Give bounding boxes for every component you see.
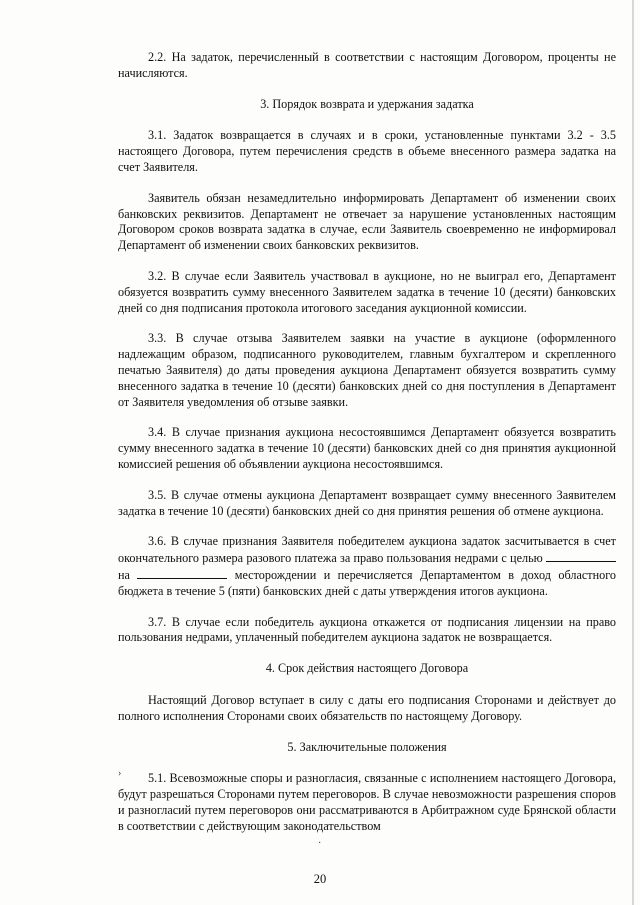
clause-notify-bank-details: Заявитель обязан незамедлительно информировать Департамент об изменении своих банковских реквизитов. Департамент не отвечает за нарушение установленных настоящим Договором сроков возврата задатка в случае, если Заявитель своевременно не информировал Департамент об изменении своих банковских реквизитов. <box>118 190 616 253</box>
clause-3-5: 3.5. В случае отмены аукциона Департамент возвращает сумму внесенного Заявителем задатка в течение 10 (десяти) банковских дней со дня принятия решения об отмене аукциона. <box>118 487 616 518</box>
scan-speck: · <box>318 838 322 849</box>
clause-4: Настоящий Договор вступает в силу с даты его подписания Сторонами и действует до полного исполнения Сторонами своих обязательств по настоящему Договору. <box>118 692 616 723</box>
clause-3-2: 3.2. В случае если Заявитель участвовал в аукционе, но не выиграл его, Департамент обязуется возвратить сумму внесенного Заявителем задатка в течение 10 (десяти) банковских дней со дня подписания протокола итогового заседания аукционной комиссии. <box>118 268 616 315</box>
blank-field-deposit-name <box>137 567 227 579</box>
clause-3-6 <box>118 534 616 599</box>
clause-3-7: 3.7. В случае если победитель аукциона откажется от подписания лицензии на право пользования недрами, уплаченный победителем аукциона задаток не возвращается. <box>118 614 616 645</box>
section-5-heading: 5. Заключительные положения <box>287 739 447 754</box>
clause-3-1: 3.1. Задаток возвращается в случаях и в сроки, установленные пунктами 3.2 - 3.5 настоящего Договора, путем перечисления средств в объеме внесенного размера задатка на счет Заявителя. <box>118 128 616 174</box>
blank-field-purpose <box>546 550 616 562</box>
clause-3-6-part-a: 3.6. В случае признания Заявителя победителем аукциона задаток засчитывается в счет окончательного размера разового платежа за право пользования недрами с целью <box>118 534 616 566</box>
scan-speck: › <box>118 768 122 779</box>
clause-3-6-part-b: на <box>118 567 130 582</box>
clause-5-1: 5.1. Всевозможные споры и разногласия, связанные с исполнением настоящего Договора, будут разрешаться Сторонами путем переговоров. В случае невозможности разрешения споров и разногласий путем переговоров они рассматриваются в Арбитражном суде Брянской области в соответствии с действующим законодательством <box>118 771 616 833</box>
clause-2-2: 2.2. На задаток, перечисленный в соответствии с настоящим Договором, проценты не начисляются. <box>118 50 616 80</box>
page-number: 20 <box>313 872 327 886</box>
document-body <box>118 50 616 849</box>
clause-3-4: 3.4. В случае признания аукциона несостоявшимся Департамент обязуется возвратить сумму внесенного задатка в течение 10 (десяти) банковских дней со дня принятия аукционной комиссией решения об объявлении аукциона несостоявшимся. <box>118 425 616 471</box>
page-edge-shadow <box>632 0 634 905</box>
section-4-heading: 4. Срок действия настоящего Договора <box>265 661 469 676</box>
clause-3-3: 3.3. В случае отзыва Заявителем заявки на участие в аукционе (оформленного надлежащим образом, подписанного руководителем, главным бухгалтером и скрепленного печатью Заявителя) до даты проведения аукциона Департамент обязуется возвратить сумму внесенного задатка в течение 10 (десяти) банковских дней со дня поступления в Департамент от Заявителя уведомления об отзыве заявки. <box>118 331 616 409</box>
clause-3-6-part-c: месторождении и перечисляется Департаментом в доход областного бюджета в течение 5 (пяти) банковских дней с даты утверждения итогов аукциона. <box>118 567 616 598</box>
section-3-heading: 3. Порядок возврата и удержания задатка <box>260 96 474 111</box>
